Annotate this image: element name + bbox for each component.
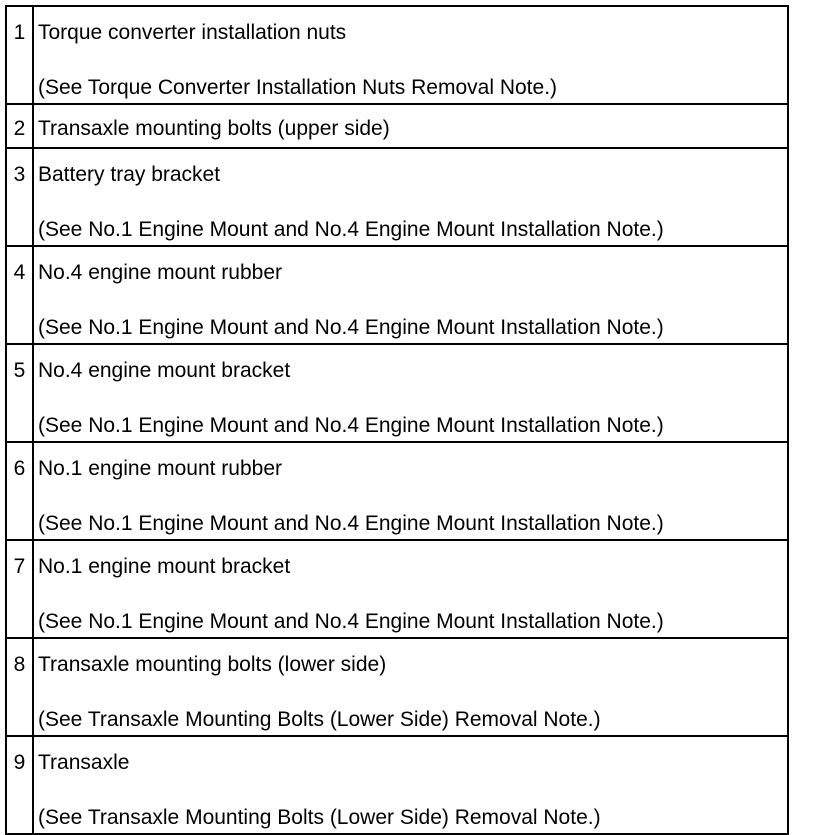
row-description [33, 6, 788, 104]
item-title: No.1 engine mount bracket [38, 555, 291, 578]
row-number: 1 [6, 6, 33, 104]
row-description [33, 442, 788, 540]
item-title: Torque converter installation nuts [38, 21, 347, 44]
item-title: Transaxle mounting bolts (lower side) [38, 653, 387, 676]
row-number: 2 [6, 104, 33, 148]
table-row [6, 246, 788, 344]
row-description [33, 148, 788, 246]
row-description [33, 104, 788, 148]
row-number: 5 [6, 344, 33, 442]
item-note: (See No.1 Engine Mount and No.4 Engine Mount Installation Note.) [38, 316, 664, 339]
row-description [33, 638, 788, 736]
item-note: (See Transaxle Mounting Bolts (Lower Side) Removal Note.) [38, 806, 601, 829]
table-row [6, 148, 788, 246]
item-title: Transaxle [38, 751, 130, 774]
table-row [6, 736, 788, 834]
row-description [33, 246, 788, 344]
item-note: (See No.1 Engine Mount and No.4 Engine Mount Installation Note.) [38, 610, 664, 633]
procedure-table [5, 5, 789, 835]
row-number: 4 [6, 246, 33, 344]
table-row [6, 344, 788, 442]
item-title: No.4 engine mount rubber [38, 261, 282, 284]
table-row [6, 540, 788, 638]
item-title: Battery tray bracket [38, 163, 221, 186]
item-note: (See Transaxle Mounting Bolts (Lower Side) Removal Note.) [38, 708, 601, 731]
row-number: 6 [6, 442, 33, 540]
item-note: (See No.1 Engine Mount and No.4 Engine Mount Installation Note.) [38, 512, 664, 535]
item-note: (See No.1 Engine Mount and No.4 Engine Mount Installation Note.) [38, 414, 664, 437]
item-title: No.4 engine mount bracket [38, 359, 291, 382]
table-row [6, 6, 788, 104]
table-row [6, 104, 788, 148]
row-number: 9 [6, 736, 33, 834]
row-number: 8 [6, 638, 33, 736]
row-number: 3 [6, 148, 33, 246]
table-row [6, 638, 788, 736]
table-row [6, 442, 788, 540]
row-number: 7 [6, 540, 33, 638]
item-title: Transaxle mounting bolts (upper side) [38, 117, 390, 140]
row-description [33, 540, 788, 638]
row-description [33, 344, 788, 442]
row-description [33, 736, 788, 834]
item-note: (See No.1 Engine Mount and No.4 Engine Mount Installation Note.) [38, 218, 664, 241]
item-title: No.1 engine mount rubber [38, 457, 282, 480]
item-note: (See Torque Converter Installation Nuts Removal Note.) [38, 76, 558, 99]
